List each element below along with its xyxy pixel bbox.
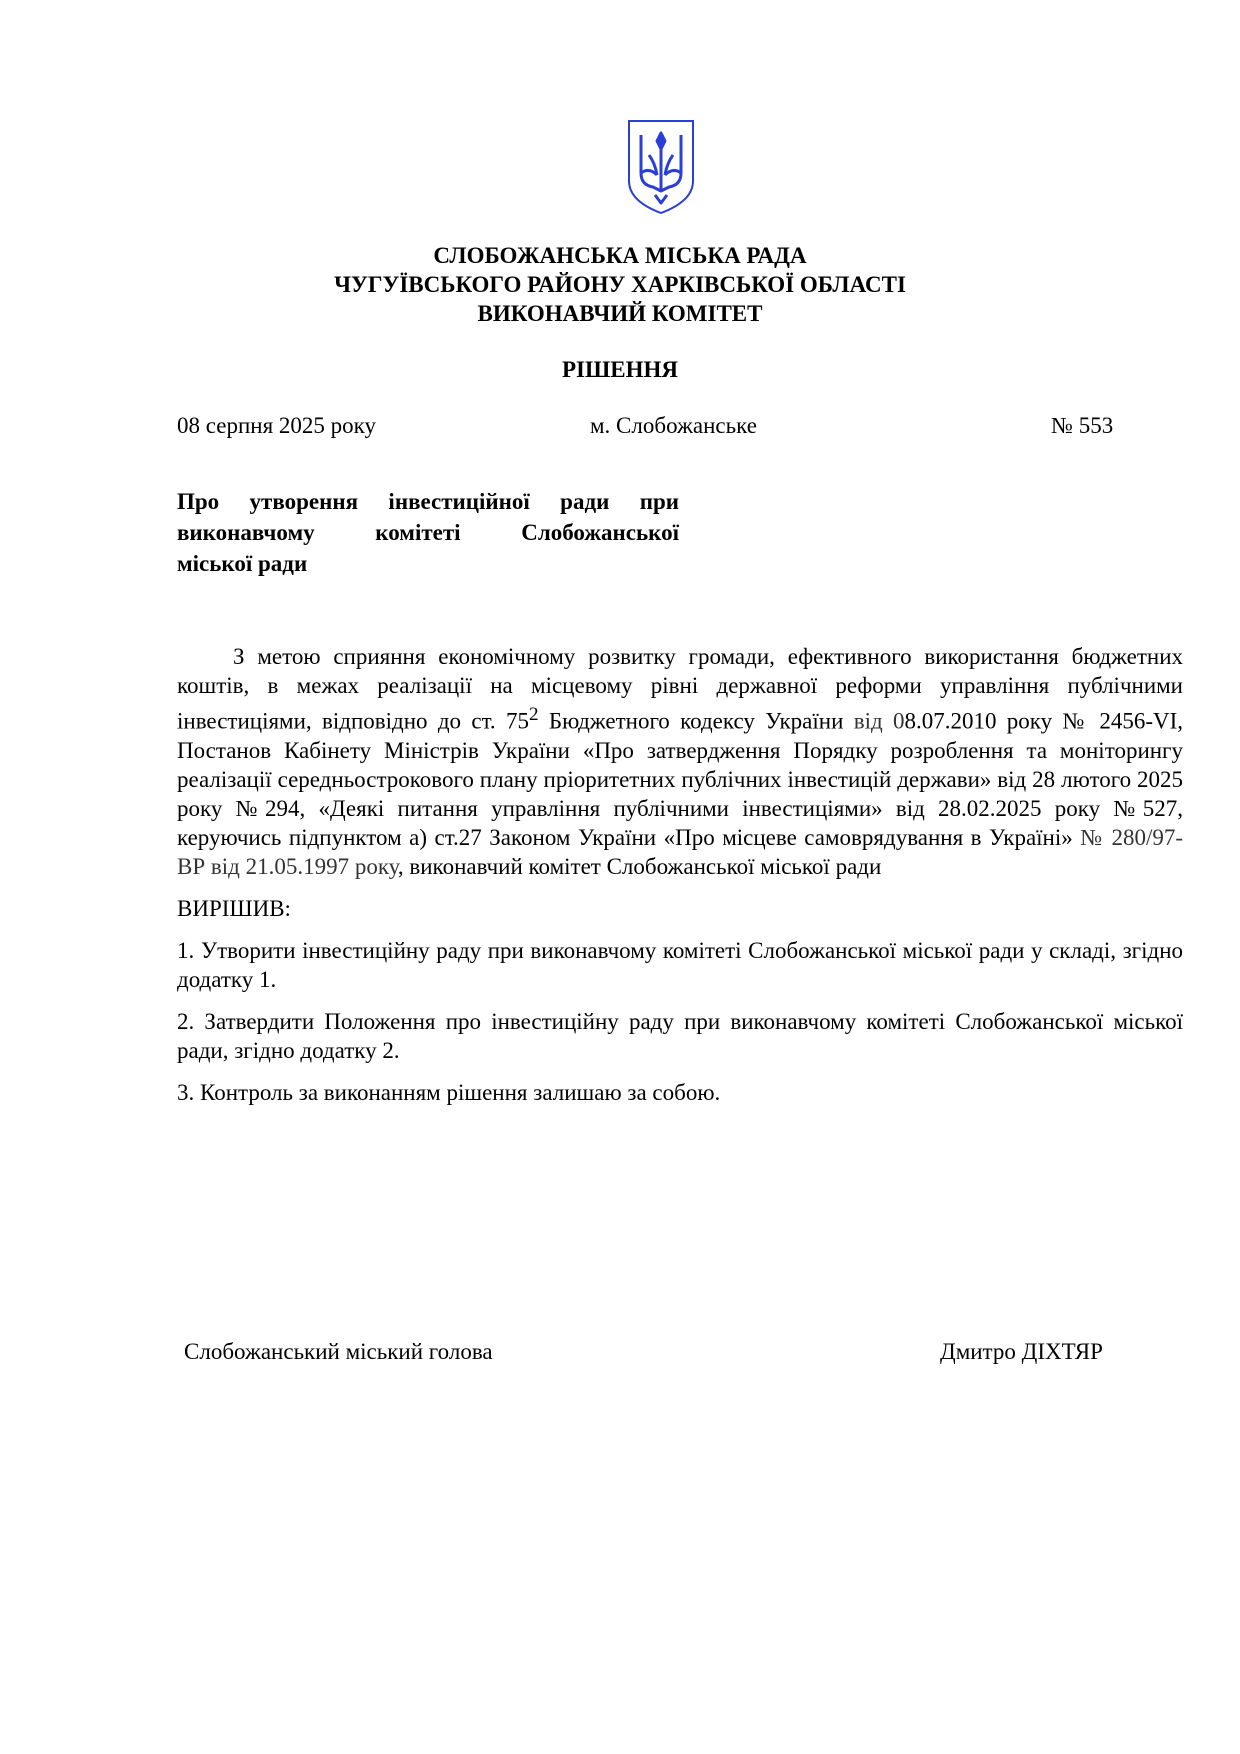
- preamble-part-4: 8.07.2010 року № 2456-VI, Постанов Кабінету Міністрів України «Про затвердження Порядку розроблення та моніторингу реалізації середньострокового плану пріоритетних публічних інвестицій держави» від 28 лютого 2025 року №294, «Деякі питання управління публічними інвестиціями» від 28.02.2025 року №527, керуючись підпунктом а) ст.27 Законом України «Про місцеве самоврядування в Україні»: [177, 708, 1183, 850]
- preamble-part-1: З метою сприяння економічному розвитку громади, ефективного використання бюджетних коштів, в межах реалізації на місцевому рівні державної реформи управління публічними інвестиціями, відповідно до ст. 75: [177, 644, 1183, 734]
- preamble-part-6: , виконавчий комітет Слобожанської міської ради: [397, 853, 882, 879]
- trident-coat-of-arms-icon: [627, 119, 695, 215]
- resolution-item-3: 3. Контроль за виконанням рішення залишаю за собою.: [177, 1079, 721, 1105]
- document-type: РІШЕННЯ: [562, 357, 678, 382]
- resolved-heading: ВИРІШИВ:: [177, 895, 291, 921]
- signer-name: Дмитро ДІХТЯР: [940, 1339, 1103, 1364]
- document-subject: [177, 486, 679, 579]
- document-number: № 553: [1051, 413, 1114, 438]
- resolution-item-1: 1. Утворити інвестиційну раду при виконавчому комітеті Слобожанської міської ради у складі, згідно додатку 1.: [177, 937, 1183, 992]
- preamble-part-2: Бюджетного кодексу України: [538, 708, 854, 734]
- document-body: [177, 642, 1183, 1107]
- header-line-3: ВИКОНАВЧИЙ КОМІТЕТ: [477, 301, 763, 326]
- header-line-1: СЛОБОЖАНСЬКА МІСЬКА РАДА: [433, 243, 807, 268]
- resolution-item-2: 2. Затвердити Положення про інвестиційну раду при виконавчому комітеті Слобожанської міської ради, згідно додатку 2.: [177, 1008, 1183, 1063]
- council-header: [0, 241, 1240, 328]
- subject-line-2: виконавчому комітеті Слобожанської: [177, 520, 679, 545]
- preamble-part-5: № 280/97-ВР від 21.05.1997 року: [177, 824, 1183, 879]
- signer-title: Слобожанський міський голова: [184, 1339, 493, 1364]
- subject-line-3: міської ради: [177, 551, 308, 576]
- preamble-superscript: 2: [528, 704, 539, 725]
- document-city: м. Слобожанське: [590, 413, 757, 438]
- document-date: 08 серпня 2025 року: [177, 413, 376, 438]
- preamble: [177, 642, 1183, 881]
- header-line-2: ЧУГУЇВСЬКОГО РАЙОНУ ХАРКІВСЬКОЇ ОБЛАСТІ: [334, 272, 906, 297]
- preamble-part-3: від 0: [853, 708, 905, 734]
- subject-line-1: Про утворення інвестиційної ради при: [177, 489, 679, 514]
